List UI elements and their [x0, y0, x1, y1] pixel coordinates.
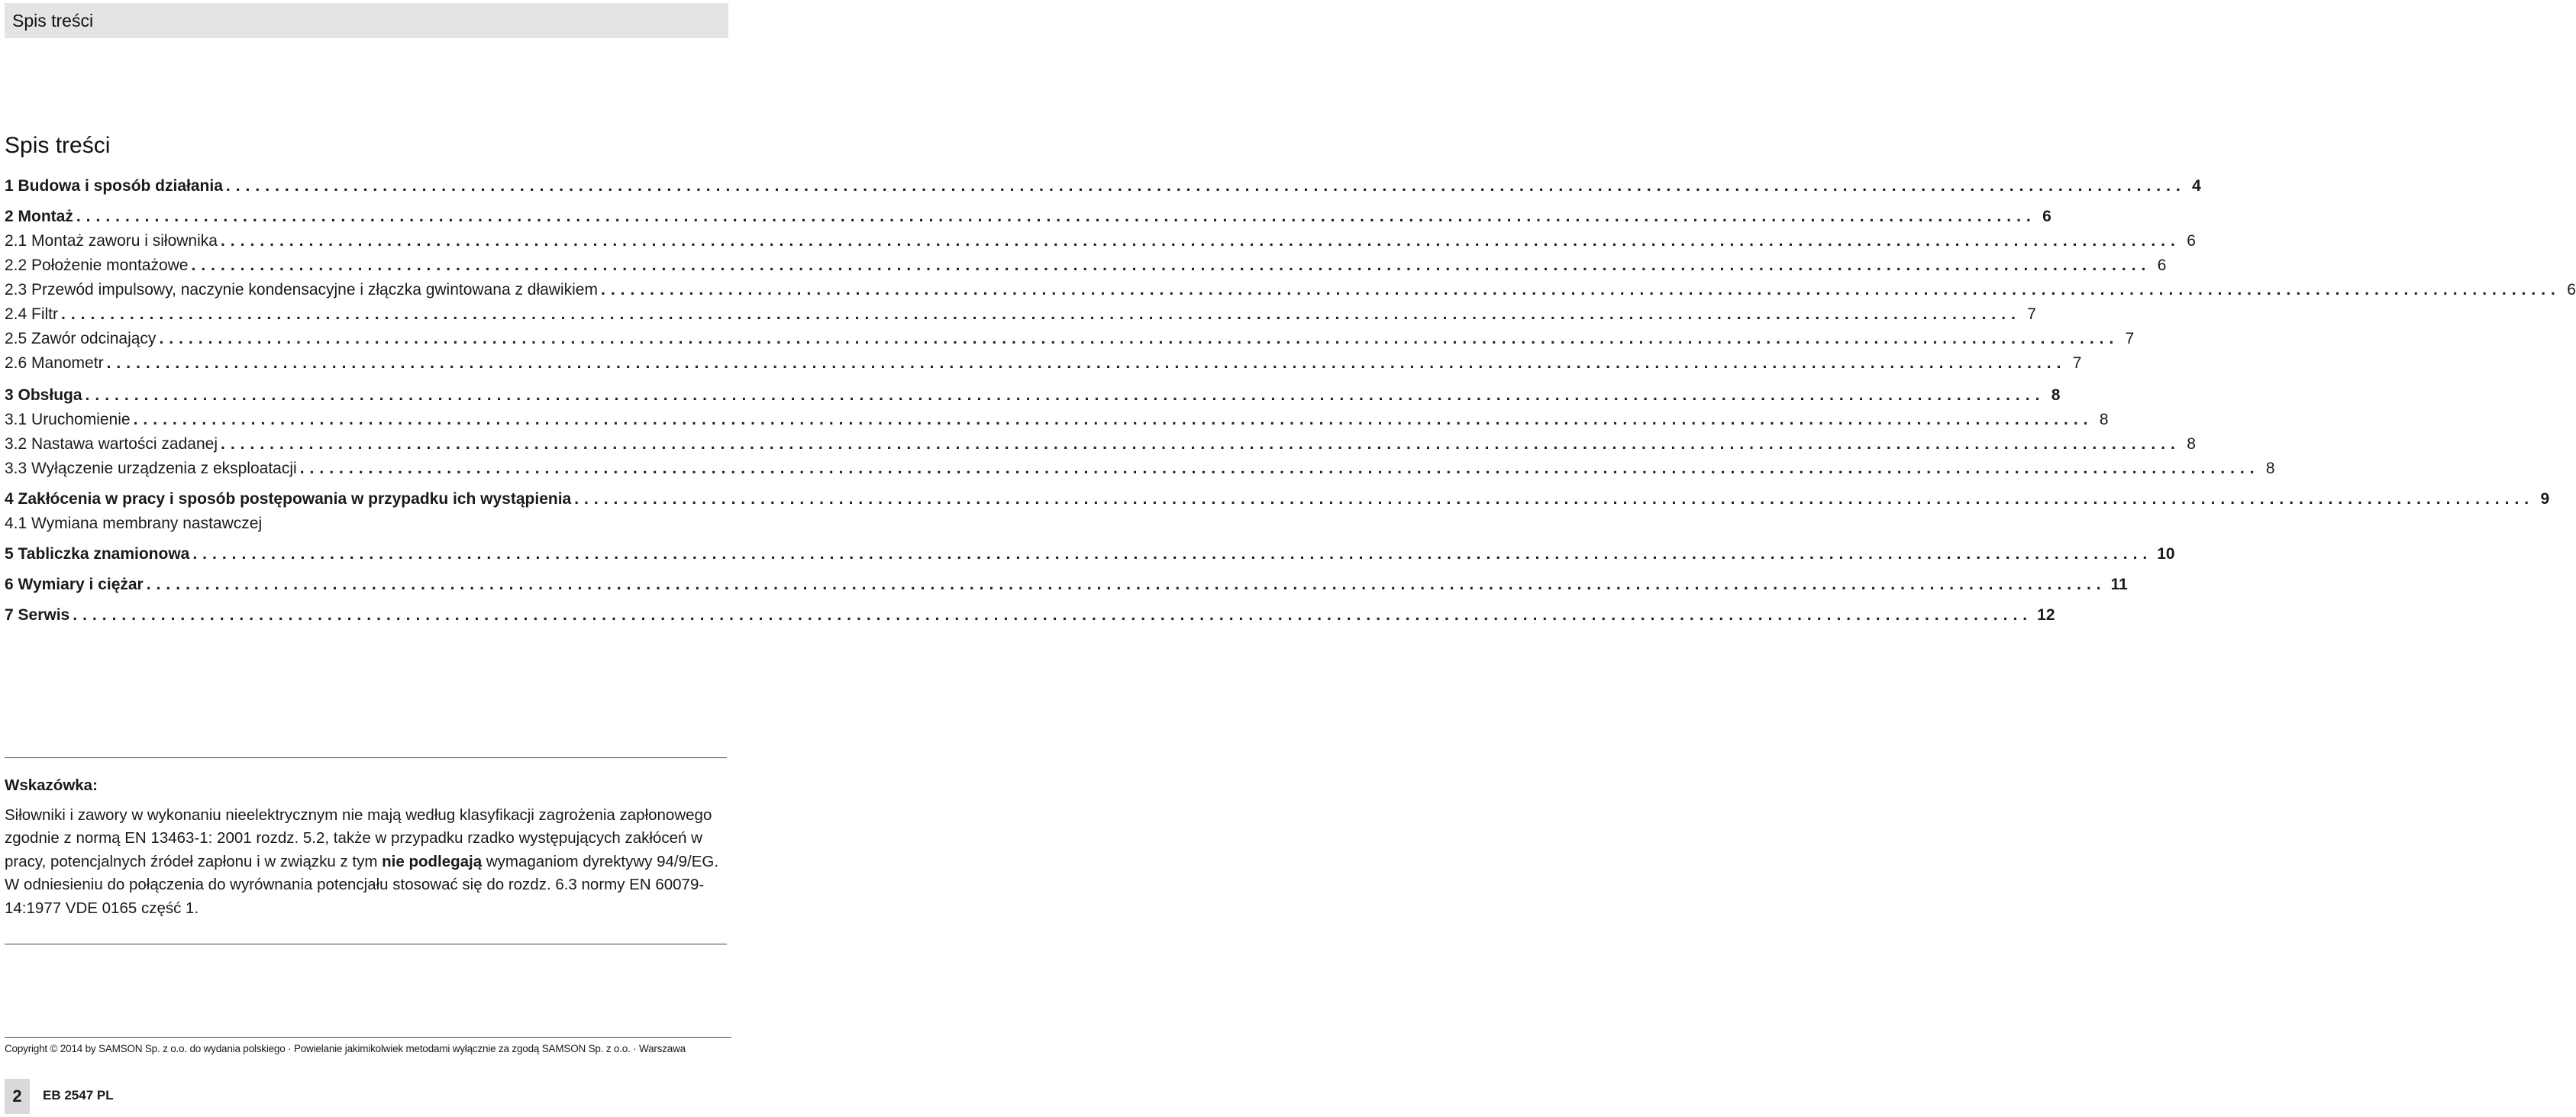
document-id: EB 2547 PL — [43, 1088, 114, 1102]
toc-entry-label: 5 Tabliczka znamionowa — [5, 545, 190, 563]
toc-section-entry[interactable] — [5, 228, 2196, 252]
toc-dot-leader: ........................................................................................................................................................................................................ — [73, 606, 2033, 624]
note-top-divider — [5, 757, 727, 758]
toc-dot-leader: ........................................................................................................................................................................................................ — [159, 330, 2119, 347]
toc-chapter-entry[interactable] — [5, 173, 2201, 197]
toc-section-entry[interactable] — [5, 325, 2135, 350]
toc-entry-label: 2.2 Położenie montażowe — [5, 257, 189, 274]
toc-entry-label: 3 Obsługa — [5, 386, 82, 404]
toc-entry-page: 6 — [2042, 208, 2051, 225]
note-text-part-1: Siłowniki i zawory w wykonaniu nieelektrycznym nie mają według klasyfikacji zagrożenia zapłonowego zgodnie z normą EN 13463-1: 2001 rozdz. 5.2, także w przypadku rzadko występujących zakłóceń w pracy, potencjalnych źródeł zapłonu i w związku z tym — [5, 805, 712, 870]
note-emphasis: nie podlegają — [382, 852, 483, 870]
toc-chapter-entry[interactable] — [5, 486, 2550, 510]
toc-entry-page: 6 — [2567, 281, 2576, 299]
copyright-notice: Copyright © 2014 by SAMSON Sp. z o.o. do wydania polskiego · Powielanie jakimikolwiek metodami wyłącznie za zgodą SAMSON Sp. z o.o. · Warszawa — [5, 1043, 686, 1054]
toc-dot-leader: ........................................................................................................................................................................................................ — [574, 490, 2535, 508]
toc-section-entry[interactable] — [5, 252, 2167, 276]
section-header-title: Spis treści — [12, 10, 94, 31]
toc-entry-label: 2.4 Filtr — [5, 305, 59, 323]
footer-divider — [5, 1037, 731, 1038]
toc-entry-label: 4.1 Wymiana membrany nastawczej — [5, 515, 263, 532]
toc-section-entry[interactable] — [5, 510, 727, 534]
toc-dot-leader: ........................................................................................................................................................................................................ — [85, 386, 2045, 404]
toc-entry-page: 6 — [2157, 257, 2167, 274]
toc-dot-leader: ........................................................................................................................................................................................................ — [299, 460, 2260, 477]
toc-dot-leader: ........................................................................................................................................................................................................ — [133, 411, 2093, 428]
toc-dot-leader: ........................................................................................................................................................................................................ — [192, 545, 2153, 563]
toc-entry-label: 2 Montaż — [5, 208, 73, 225]
toc-section-entry[interactable] — [5, 350, 2082, 374]
note-box — [5, 774, 728, 920]
toc-title: Spis treści — [5, 133, 111, 158]
toc-entry-page: 8 — [2265, 460, 2275, 477]
toc-entry-label: 2.6 Manometr — [5, 354, 104, 372]
toc-dot-leader: ........................................................................................................................................................................................................ — [225, 177, 2186, 195]
toc-chapter-entry[interactable] — [5, 602, 2055, 626]
toc-section-entry[interactable] — [5, 276, 2576, 301]
toc-dot-leader: ........................................................................................................................................................................................................ — [106, 354, 2067, 372]
toc-entry-label: 2.1 Montaż zaworu i siłownika — [5, 232, 218, 250]
toc-chapter-entry[interactable] — [5, 382, 2061, 406]
toc-dot-leader: ........................................................................................................................................................................................................ — [146, 576, 2106, 593]
toc-entry-page: 8 — [2099, 411, 2109, 428]
toc-chapter-entry[interactable] — [5, 571, 2128, 596]
toc-dot-leader: ........................................................................................................................................................................................................ — [220, 232, 2181, 250]
toc-entry-page: 11 — [2110, 576, 2128, 593]
toc-chapter-entry[interactable] — [5, 541, 2175, 565]
toc-dot-leader: ........................................................................................................................................................................................................ — [76, 208, 2036, 225]
toc-entry-page: 7 — [2125, 330, 2135, 347]
toc-entry-page: 9 — [2540, 490, 2550, 508]
note-title: Wskazówka: — [5, 776, 98, 794]
section-header-bar — [5, 3, 728, 38]
toc-section-entry[interactable] — [5, 431, 2196, 455]
toc-section-entry[interactable] — [5, 301, 2036, 325]
toc-entry-page: 8 — [2051, 386, 2061, 404]
toc-dot-leader: ........................................................................................................................................................................................................ — [191, 257, 2152, 274]
toc-entry-page: 10 — [2157, 545, 2175, 563]
toc-entry-label: 2.3 Przewód impulsowy, naczynie kondensacyjne i złączka gwintowana z dławikiem — [5, 281, 598, 299]
toc-entry-label: 3.1 Uruchomienie — [5, 411, 131, 428]
toc-entry-label: 2.5 Zawór odcinający — [5, 330, 157, 347]
toc-entry-label: 4 Zakłócenia w pracy i sposób postępowania w przypadku ich wystąpienia — [5, 490, 572, 508]
toc-entry-page: 4 — [2192, 177, 2201, 195]
toc-entry-label: 1 Budowa i sposób działania — [5, 177, 223, 195]
toc-section-entry[interactable] — [5, 455, 2275, 479]
toc-dot-leader: ........................................................................................................................................................................................................ — [220, 435, 2181, 453]
toc-entry-page: 6 — [2187, 232, 2196, 250]
toc-entry-label: 7 Serwis — [5, 606, 70, 624]
toc-entry-page: 7 — [2072, 354, 2082, 372]
note-paragraph-2: W odniesieniu do połączenia do wyrównania potencjału stosować się do rozdz. 6.3 normy EN 60079-14:1977 VDE 0165 część 1. — [5, 876, 705, 917]
note-paragraph-1 — [5, 804, 728, 874]
toc-dot-leader: ........................................................................................................................................................................................................ — [600, 281, 2561, 299]
note-text-part-2: wymaganiom dyrektywy 94/9/EG. — [482, 852, 719, 870]
toc-dot-leader: ........................................................................................................................................................................................................ — [61, 305, 2021, 323]
page-number: 2 — [5, 1079, 30, 1114]
toc-entry-page: 7 — [2027, 305, 2036, 323]
toc-section-entry[interactable] — [5, 406, 2109, 431]
toc-entry-label: 3.3 Wyłączenie urządzenia z eksploatacji — [5, 460, 297, 477]
toc-entry-page: 8 — [2187, 435, 2196, 453]
toc-chapter-entry[interactable] — [5, 203, 2051, 228]
toc-entry-label: 6 Wymiary i ciężar — [5, 576, 144, 593]
toc-entry-label: 3.2 Nastawa wartości zadanej — [5, 435, 218, 453]
toc-entry-page: 12 — [2037, 606, 2055, 624]
